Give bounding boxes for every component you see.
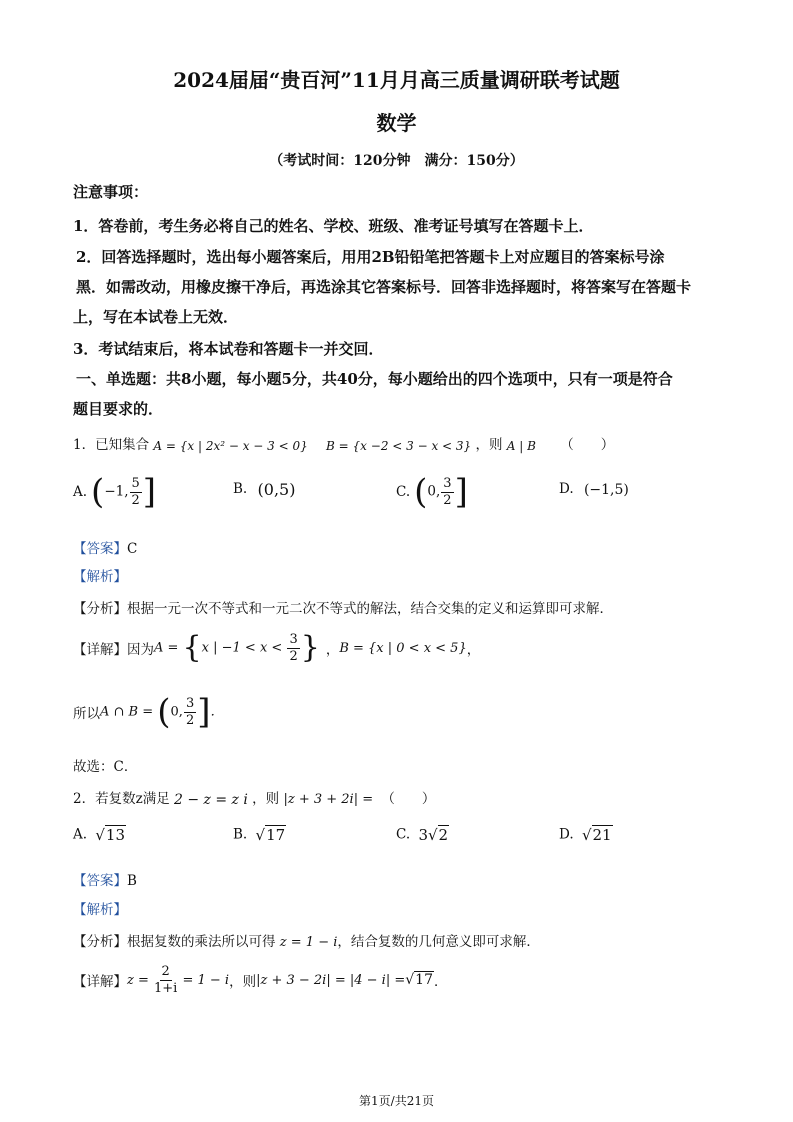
- q1-detail: 【详解】 因为 A = {x | −1 < x < $\frac{3}{2}$ } ， B = {x | 0 < x < 5} ，: [73, 630, 481, 665]
- q2-detail-then: ，则: [229, 974, 257, 990]
- section1-line2: 题目要求的．: [73, 400, 164, 418]
- q2-cond: 2 − z = z i: [174, 791, 248, 808]
- q1-option-a: [73, 470, 156, 514]
- q1-opt-a-label: A.: [73, 484, 88, 500]
- q1-detail-set-b: B = {x | 0 < x < 5}: [339, 640, 467, 656]
- q2-opt-c-radicand: 2: [438, 826, 449, 844]
- q1-answer-tag: 【答案】: [73, 541, 127, 557]
- q1-fenxi-tag: 【分析】: [73, 601, 127, 617]
- q2-fenxi: [73, 930, 540, 950]
- section1-line1: 一、单选题：共8小题，每小题5分，共40分，每小题给出的四个选项中，只有一项是符合: [76, 370, 673, 388]
- q2-detail-radicand: 17: [415, 972, 433, 988]
- q2-opt-b-radicand: 17: [266, 826, 286, 844]
- q2-opt-b-value: √17: [255, 826, 286, 844]
- q2-detail-tag: 【详解】: [73, 974, 127, 990]
- q2-stem: [73, 787, 435, 808]
- q2-answer-tag: 【答案】: [73, 873, 127, 889]
- q2-stem-text: 2．若复数z满足: [73, 791, 170, 807]
- q1-stem-then: ，则: [475, 437, 503, 453]
- q2-detail-expr2: |z + 3 − 2i| = |4 − i| =: [256, 972, 406, 988]
- q2-analysis-tag: 【解析】: [73, 902, 127, 918]
- q2-detail-root: √17: [405, 972, 433, 988]
- q2-opt-d-radicand: 21: [592, 826, 612, 844]
- q1-fenxi: [73, 597, 613, 617]
- q2-option-a: [73, 826, 126, 844]
- note-2-line2: 黑．如需改动，用橡皮擦干净后，再选涂其它答案标号．回答非选择题时，将答案写在答题卡: [76, 278, 692, 296]
- subject-title: 数学: [376, 111, 417, 135]
- note-2-line3: 上，写在本试卷上无效．: [73, 308, 239, 326]
- exam-info: （考试时间：120分钟 满分：150分）: [269, 153, 524, 169]
- q1-stem: [73, 433, 614, 453]
- q1-detail-tag: 【详解】: [73, 642, 127, 658]
- q1-opt-c-label: C.: [396, 484, 411, 500]
- q1-ask: A | B: [506, 438, 536, 453]
- q1-option-d: [559, 481, 629, 498]
- q2-expr: |z + 3 + 2i| =: [283, 792, 374, 807]
- q2-paren: （ ）: [381, 791, 436, 807]
- page-footer: 第1页/共21页: [359, 1094, 434, 1108]
- q2-option-d: [559, 826, 613, 844]
- q2-then: ，则: [252, 791, 280, 807]
- q2-option-c: [396, 826, 449, 844]
- q1-opt-b-value: (0,5): [257, 480, 296, 499]
- q2-opt-a-value: √13: [95, 826, 125, 844]
- q2-detail-end: ．: [434, 974, 448, 990]
- q1-opt-d-value: (−1,5): [583, 481, 629, 498]
- q1-fenxi-text: 根据一元一次不等式和一元二次不等式的解法，结合交集的定义和运算即可求解．: [127, 601, 613, 617]
- q1-option-b: [233, 480, 295, 499]
- exam-title: 2024届届“贵百河”11月月高三质量调研联考试题: [173, 68, 620, 92]
- q2-fenxi-prefix: 根据复数的乘法所以可得: [127, 934, 276, 950]
- notes-heading: 注意事项：: [73, 183, 149, 201]
- q2-opt-c-coef: 3: [418, 826, 428, 844]
- q1-detail-prefix: 因为: [127, 642, 154, 658]
- q2-detail-expr1: z = $\frac{2}{1+i}$ = 1 − i: [127, 963, 230, 996]
- q2-opt-a-radicand: 13: [105, 826, 125, 844]
- q1-answer: [73, 537, 137, 557]
- q1-set-a: A = {x | 2x² − x − 3 < 0}: [153, 438, 308, 453]
- note-1: 1．答卷前，考生务必将自己的姓名、学校、班级、准考证号填写在答题卡上．: [73, 217, 594, 235]
- q1-set-b: B = {x −2 < 3 − x < 3}: [326, 438, 472, 453]
- q2-fenxi-expr: z = 1 − i: [279, 935, 338, 950]
- note-2-line1: 2．回答选择题时，选出每小题答案后，用用2B铅铅笔把答题卡上对应题目的答案标号涂: [76, 248, 665, 266]
- q1-opt-b-label: B.: [233, 481, 248, 497]
- q2-opt-c-label: C.: [396, 826, 411, 843]
- q1-so: [73, 690, 224, 734]
- q1-detail-set-a: A = {x | −1 < x < $\frac{3}{2}$ }: [154, 630, 320, 665]
- q2-detail: [73, 958, 448, 1002]
- q2-fenxi-suffix: ，结合复数的几何意义即可求解．: [337, 934, 540, 950]
- q2-answer-value: B: [127, 873, 137, 889]
- q1-opt-c-value: (0, $\frac{3}{2}$ ]: [414, 472, 468, 512]
- q1-analysis-tag: 【解析】: [73, 569, 127, 585]
- note-3: 3．考试结束后，将本试卷和答题卡一并交回．: [73, 340, 384, 358]
- q2-answer: [73, 869, 137, 889]
- q2-opt-c-value: 3√2: [418, 826, 449, 844]
- q1-option-c: [396, 470, 468, 514]
- q2-option-b: [233, 826, 286, 844]
- q2-opt-b-label: B.: [233, 826, 248, 843]
- q1-so-expr: A ∩ B = (0, $\frac{3}{2}$ ]．: [100, 692, 224, 732]
- q1-answer-value: C: [127, 541, 138, 557]
- q2-opt-a-label: A.: [73, 826, 88, 843]
- q1-so-prefix: 所以: [73, 706, 100, 722]
- q1-stem-prefix: 1．已知集合: [73, 437, 150, 453]
- q1-opt-d-label: D.: [559, 481, 574, 497]
- q1-paren: （ ）: [560, 437, 615, 453]
- q2-opt-d-label: D.: [559, 826, 574, 843]
- q2-opt-d-value: √21: [581, 826, 612, 844]
- q1-opt-a-value: (−1, $\frac{5}{2}$ ]: [91, 472, 157, 512]
- q2-fenxi-tag: 【分析】: [73, 934, 127, 950]
- q1-choose: 故选：C．: [73, 759, 138, 775]
